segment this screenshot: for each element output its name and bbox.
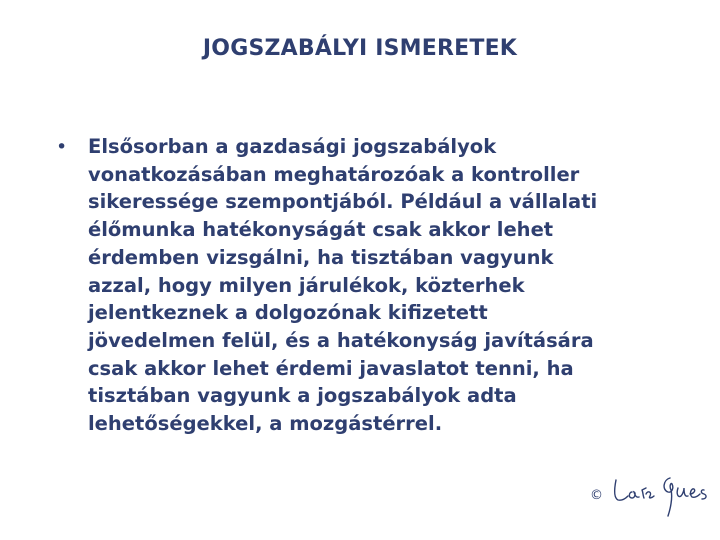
bullet-list bbox=[56, 133, 696, 438]
copyright-symbol: © bbox=[590, 488, 603, 503]
slide-title: JOGSZABÁLYI ISMERETEK bbox=[202, 36, 518, 61]
bullet-item bbox=[56, 133, 696, 438]
bullet-marker: • bbox=[56, 136, 68, 158]
bullet-text: Elsősorban a gazdasági jogszabályok vonatkozásában meghatározóak a kontroller sikeressége szempontjából. Például a vállalati élőmunka hatékonyságát csak akkor lehet érdemben vizsgálni, ha tisztában vagyunk azzal, hogy milyen járulékok, közterhek jelentkeznek a dolgozónak kifizetett jövedelmen felül, és a hatékonyság javítására csak akkor lehet érdemi javaslatot tenni, ha tisztában vagyunk a jogszabályok adta lehetőségekkel, a mozgástérrel. bbox=[88, 135, 598, 436]
signature-image bbox=[608, 470, 712, 522]
